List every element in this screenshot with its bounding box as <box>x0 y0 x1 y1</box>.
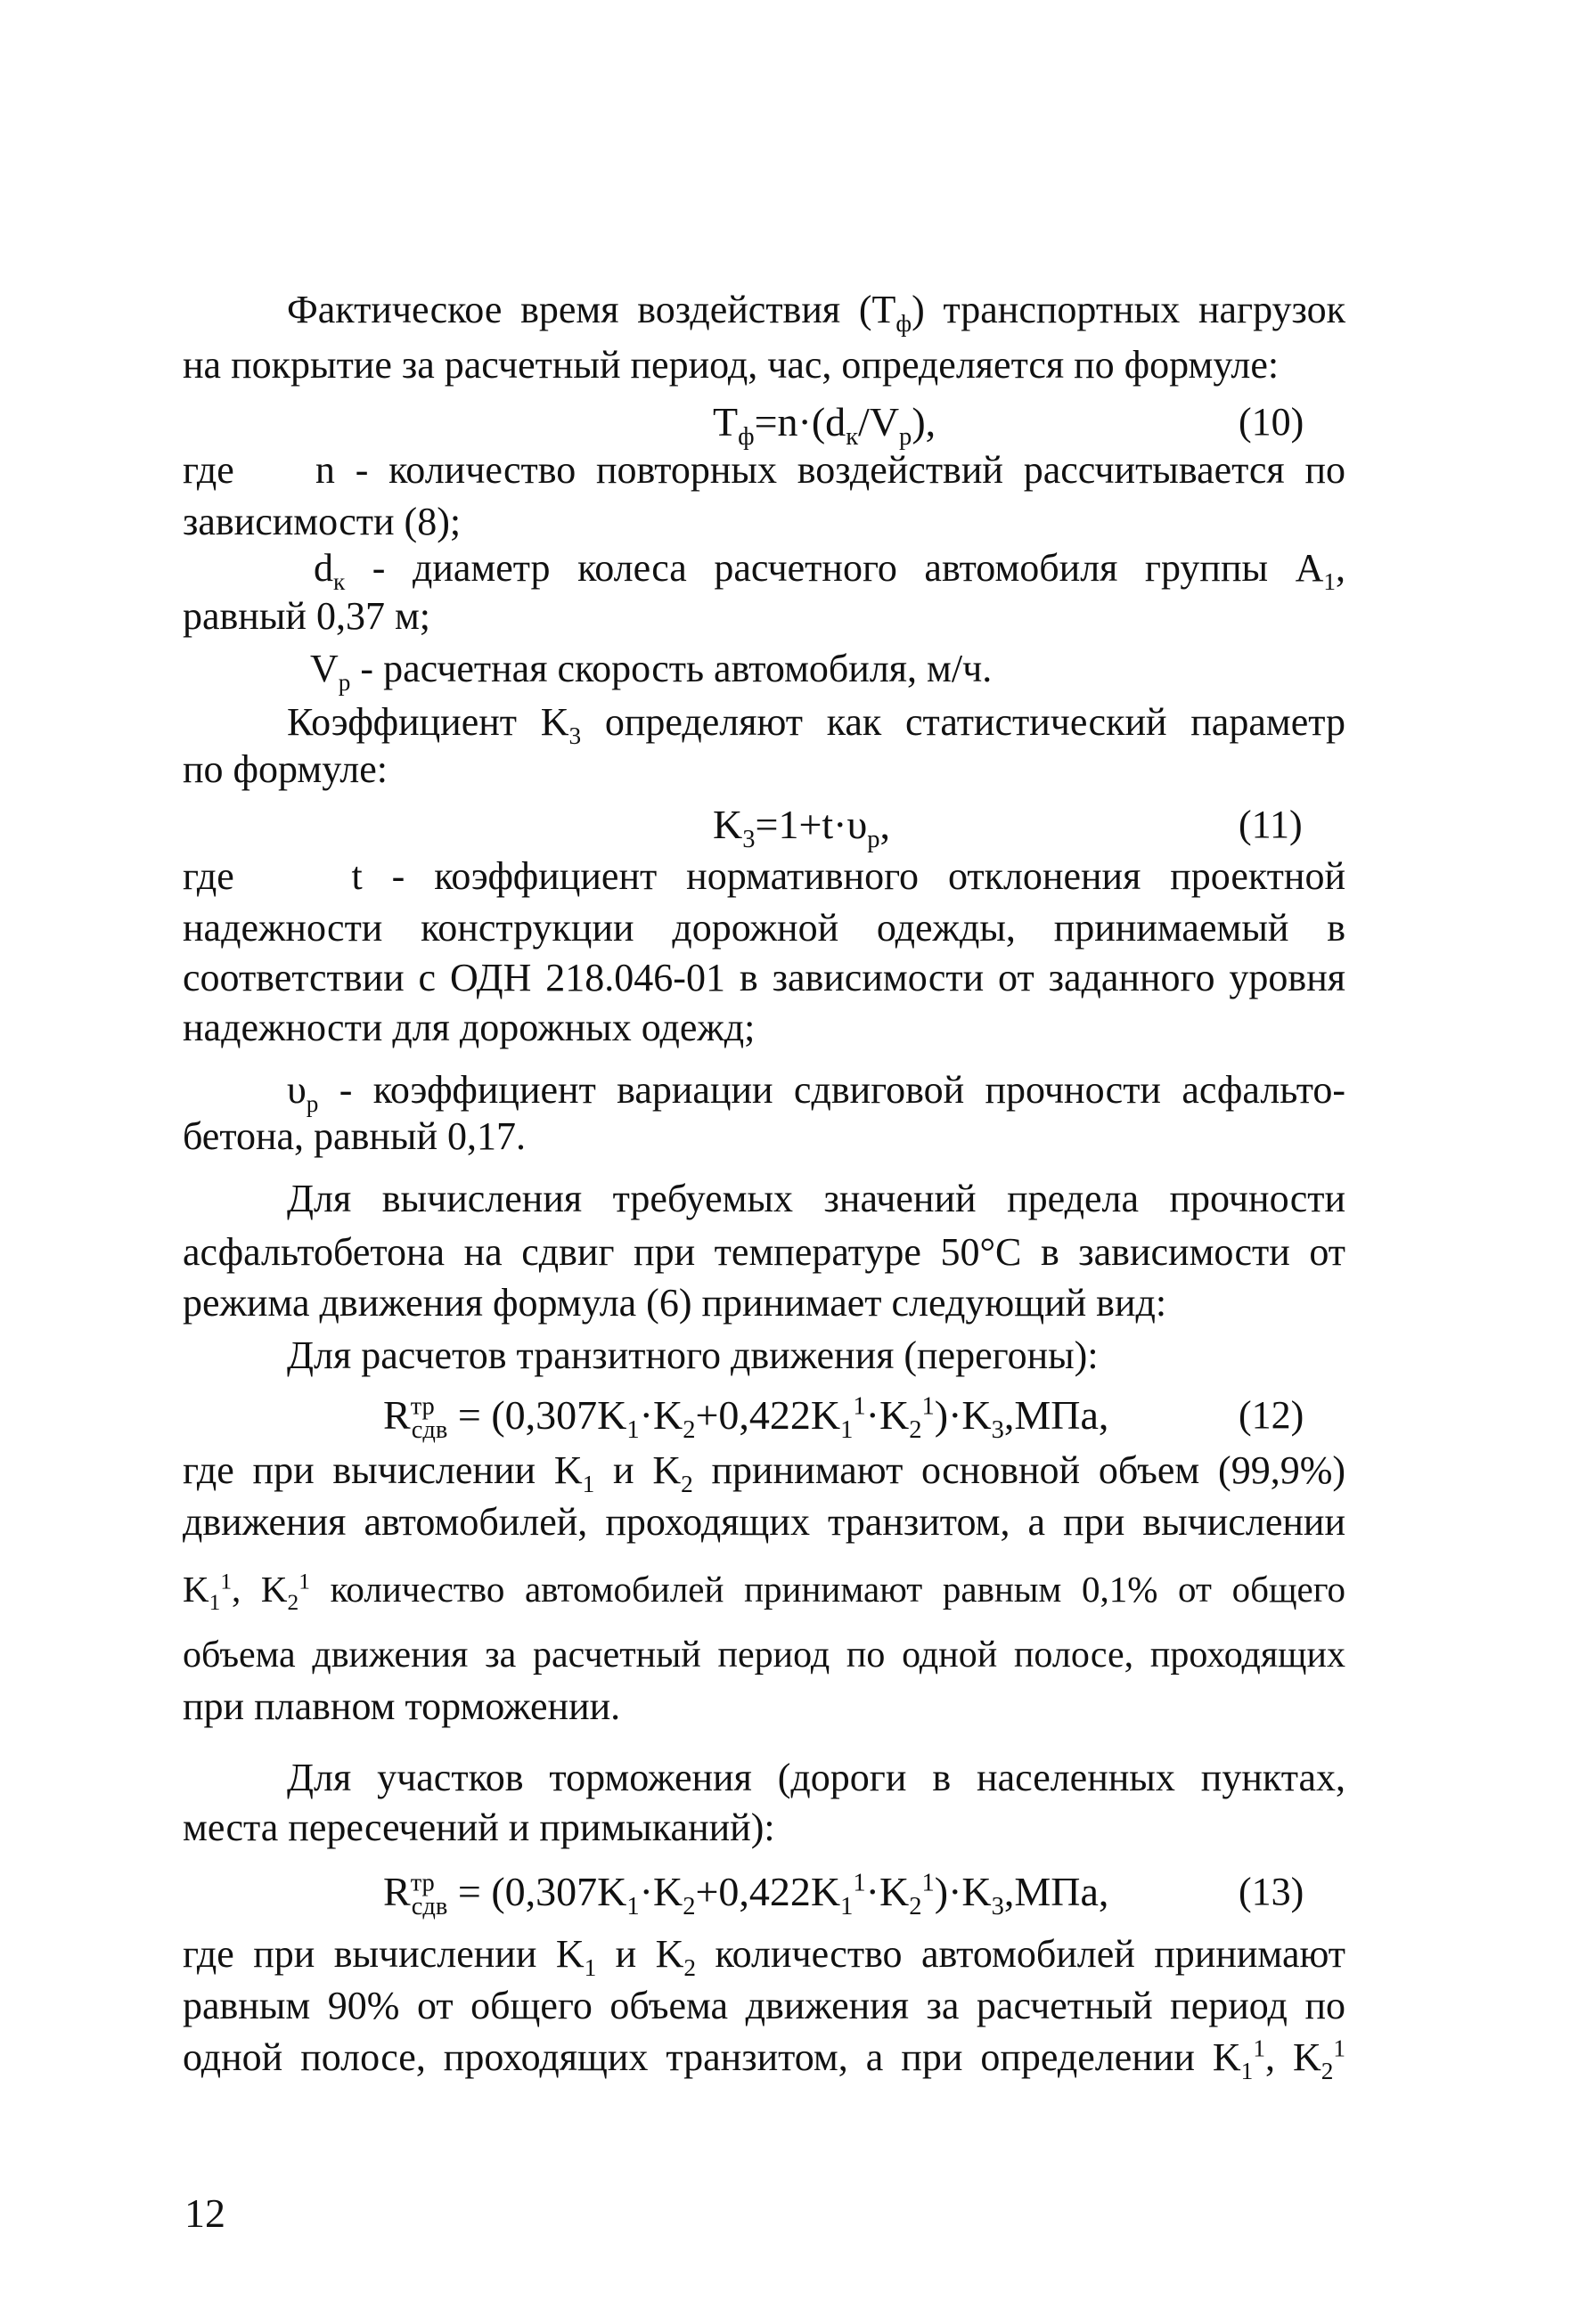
text-line: на покрытие за расчетный период, час, определяется по формуле: <box>183 343 1280 387</box>
text-line: места пересечений и примыканий): <box>183 1806 775 1849</box>
text-line: Для вычисления требуемых значений предела прочности <box>287 1177 1345 1220</box>
text-line: надежности конструкции дорожной одежды, принимаемый в <box>183 906 1345 950</box>
text-line: надежности для дорожных одежд; <box>183 1006 756 1049</box>
text-line: зависимости (8); <box>183 500 462 543</box>
text-line: одной полосе, проходящих транзитом, а при определении $K_1^1$, $K_2^1$ <box>183 2035 1345 2084</box>
text-line: Коэффициент $K_3$ определяют как статистический параметр <box>287 700 1345 749</box>
text-line: соответствии с ОДН 218.046-01 в зависимости от заданного уровня <box>183 956 1345 999</box>
text-line: где t - коэффициент нормативного отклонения проектной <box>183 854 1345 898</box>
equation-number: (11) <box>1239 803 1303 846</box>
text-line: объема движения за расчетный период по одной полосе, проходящих <box>183 1635 1345 1676</box>
text-line: $K_1^1$, $K_2^1$ количество автомобилей принимают равным 0,1% от общего <box>183 1569 1346 1616</box>
text-line: где n - количество повторных воздействий рассчитывается по <box>183 448 1345 492</box>
text-line: бетона, равный 0,17. <box>183 1114 527 1158</box>
text-line: где при вычислении $K_1$ и $K_2$ принимают основной объем (99,9%) <box>183 1448 1345 1497</box>
text-line: Фактическое время воздействия $(T_ф)$ транспортных нагрузок <box>287 288 1345 337</box>
text-line: $d_к$ - диаметр колеса расчетного автомобиля группы $A_1$, <box>314 546 1345 595</box>
text-line: равный 0,37 м; <box>183 594 431 638</box>
formula-13: $R^{тр}_{сдв} = (0,307K_1\cdot K_2+0,422K_1^1\cdot K_2^1)\cdot K_3,МПа$, <box>383 1869 1109 1921</box>
formula-10: $T_ф=n\cdot(d_к/V_р)$, <box>713 399 936 452</box>
formula-symbol-R: $R^{тр}_{сдв}$ <box>383 1869 448 1921</box>
equation-number: (12) <box>1239 1393 1304 1437</box>
equation-number: (10) <box>1239 400 1304 444</box>
formula-12: $R^{тр}_{сдв} = (0,307K_1\cdot K_2+0,422K_1^1\cdot K_2^1)\cdot K_3,МПа$, <box>383 1392 1109 1445</box>
text-line: где при вычислении $K_1$ и $K_2$ количество автомобилей принимают <box>183 1932 1346 1981</box>
text-line: асфальтобетона на сдвиг при температуре 50°С в зависимости от <box>183 1230 1345 1274</box>
formula-symbol-R: $R^{тр}_{сдв}$ <box>383 1392 448 1445</box>
text-line: $V_р$ - расчетная скорость автомобиля, м/ч. <box>310 647 993 696</box>
text-line: по формуле: <box>183 747 388 791</box>
text-line: движения автомобилей, проходящих транзитом, а при вычислении <box>183 1500 1345 1544</box>
text-line: режима движения формула (6) принимает следующий вид: <box>183 1281 1167 1325</box>
text-line: $\upsilon_р$ - коэффициент вариации сдвиговой прочности асфальто- <box>287 1068 1345 1117</box>
text-line: Для участков торможения (дороги в населенных пунктах, <box>287 1756 1345 1799</box>
text-line: равным 90% от общего объема движения за расчетный период по <box>183 1984 1345 2027</box>
equation-number: (13) <box>1239 1870 1304 1913</box>
text-line: при плавном торможении. <box>183 1684 621 1728</box>
page-number: 12 <box>184 2190 225 2236</box>
text-line: Для расчетов транзитного движения (перегоны): <box>287 1333 1099 1377</box>
formula-11: $K_3=1+t\cdot\upsilon_р$, <box>713 802 891 854</box>
